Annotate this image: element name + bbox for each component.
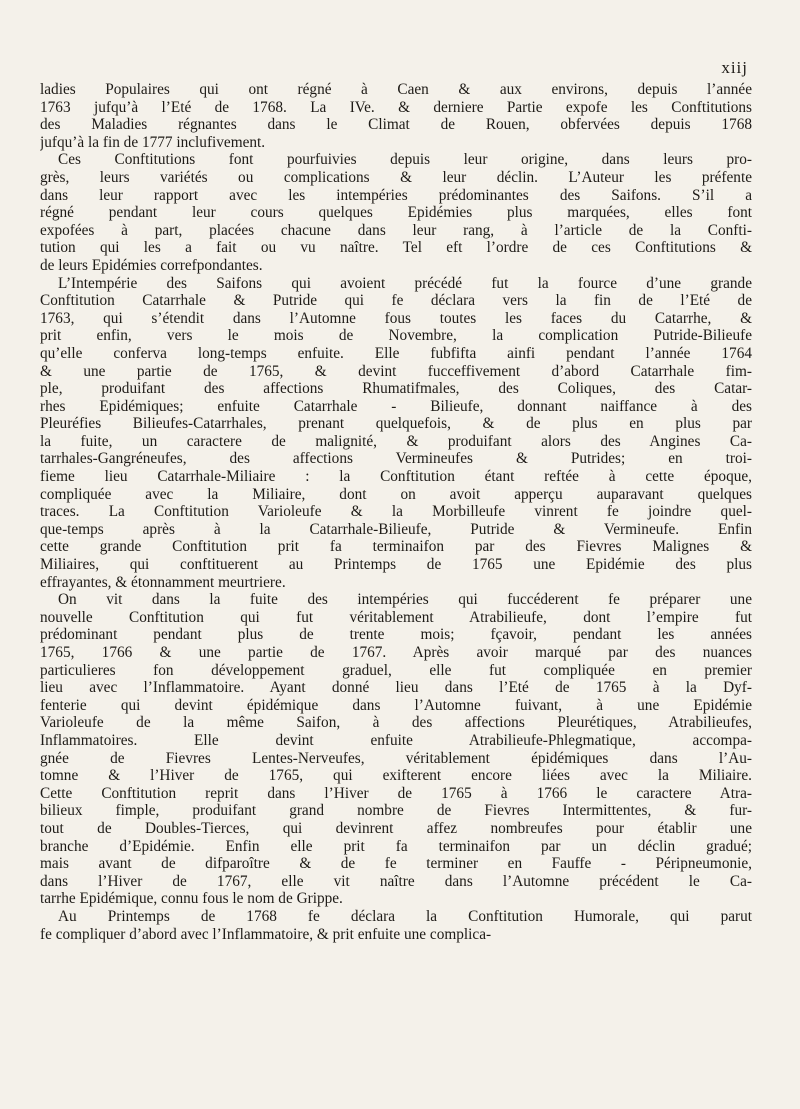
text-line: bilieux fimple, produifant grand nombre de Fievres Intermittentes, & fur- (40, 802, 752, 820)
text-line: cette grande Conftitution prit fa terminaifon par des Fievres Malignes & (40, 538, 752, 556)
paragraph (40, 275, 752, 592)
text-line: Pleuréfies Bilieufes-Catarrhales, prenant quelquefois, & de plus en plus par (40, 415, 752, 433)
text-line: grès, leurs variétés ou complications & leur déclin. L’Auteur les préfente (40, 168, 752, 186)
text-line: tarrhe Epidémique, connu fous le nom de Grippe. (40, 890, 343, 908)
text-line: 1763, qui s’étendit dans l’Automne fous toutes les faces du Catarrhe, & (40, 309, 752, 327)
text-line: jufqu’à la fin de 1777 inclufivement. (40, 133, 266, 151)
text-line: branche d’Epidémie. Enfin elle prit fa terminaifon par un déclin gradué; (40, 837, 752, 855)
text-line: particulieres fon développement graduel, elle fut compliquée en premier (40, 661, 752, 679)
text-line: ladies Populaires qui ont régné à Caen & aux environs, depuis l’année (40, 81, 752, 98)
text-line: prit enfin, vers le mois de Novembre, la complication Putride-Bilieufe (40, 327, 752, 345)
text-line: fe compliquer d’abord avec l’Inflammatoire, & prit enfuite une complica- (40, 925, 492, 943)
text-line: Miliaires, qui conftituerent au Printemps de 1765 une Epidémie des plus (40, 556, 752, 574)
text-line: & une partie de 1765, & devint fucceffivement d’abord Catarrhale fim- (40, 362, 752, 380)
text-line: dans leur rapport avec les intempéries prédominantes des Saifons. S’il a (40, 186, 752, 204)
body-text (40, 81, 752, 943)
text-line: Ces Conftitutions font pourfuivies depuis leur origine, dans leurs pro- (58, 151, 752, 169)
text-line: mais avant de difparoître & de fe terminer en Fauffe - Péripneumonie, (40, 855, 752, 873)
text-line: tution qui les a fait ou vu naître. Tel eft l’ordre de ces Conftitutions & (40, 239, 752, 257)
text-line: traces. La Conftitution Varioleufe & la Morbilleufe vinrent fe joindre quel- (40, 503, 752, 521)
text-line: tarrhales-Gangréneufes, des affections Vermineufes & Putrides; en troi- (40, 450, 752, 468)
paragraph (40, 591, 752, 908)
text-line: fenterie qui devint épidémique dans l’Automne fuivant, à une Epidémie (40, 696, 752, 714)
text-line: Inflammatoires. Elle devint enfuite Atrabilieufe-Phlegmatique, accompa- (40, 731, 752, 749)
text-line: lieu avec l’Inflammatoire. Ayant donné lieu dans l’Eté de 1765 à la Dyf- (40, 679, 752, 697)
text-line: expofées à part, placées chacune dans leur rang, à l’article de la Confti- (40, 221, 752, 239)
text-line: qu’elle conferva long-temps enfuite. Elle fubfifta ainfi pendant l’année 1764 (40, 344, 752, 362)
paragraph (40, 81, 752, 151)
text-line: tomne & l’Hiver de 1765, qui exifterent encore liées avec la Miliaire. (40, 767, 752, 785)
text-line: gnée de Fievres Lentes-Nerveufes, véritablement épidémiques dans l’Au- (40, 749, 752, 767)
text-line: de leurs Epidémies correfpondantes. (40, 256, 263, 274)
text-line: régné pendant leur cours quelques Epidémies plus marquées, elles font (40, 204, 752, 222)
text-line: prédominant pendant plus de trente mois; fçavoir, pendant les années (40, 626, 752, 644)
text-line: compliquée avec la Miliaire, dont on avoit apperçu auparavant quelques (40, 485, 752, 503)
text-line: L’Intempérie des Saifons qui avoient précédé fut la fource d’une grande (58, 274, 752, 292)
text-line: Cette Conftitution reprit dans l’Hiver de 1765 à 1766 le caractere Atra- (40, 784, 752, 802)
paragraph (40, 151, 752, 274)
page-number: xiij (721, 58, 748, 77)
text-line: que-temps après à la Catarrhale-Bilieufe, Putride & Vermineufe. Enfin (40, 520, 752, 538)
text-line: Varioleufe de la même Saifon, à des affections Pleurétiques, Atrabilieufes, (40, 714, 752, 732)
text-line: dans l’Hiver de 1767, elle vit naître dans l’Automne précédent le Ca- (40, 872, 752, 890)
text-line: rhes Epidémiques; enfuite Catarrhale - Bilieufe, donnant naiffance à des (40, 397, 752, 415)
text-line: On vit dans la fuite des intempéries qui fuccéderent fe préparer une (58, 591, 752, 609)
text-line: Conftitution Catarrhale & Putride qui fe déclara vers la fin de l’Eté de (40, 292, 752, 310)
paragraph (40, 908, 752, 943)
text-line: Au Printemps de 1768 fe déclara la Conftitution Humorale, qui parut (58, 907, 752, 925)
text-line: la fuite, un caractere de malignité, & produifant alors des Angines Ca- (40, 432, 752, 450)
text-line: 1763 jufqu’à l’Eté de 1768. La IVe. & derniere Partie expofe les Conftitutions (40, 98, 752, 116)
text-line: nouvelle Conftitution qui fut véritablement Atrabilieufe, dont l’empire fut (40, 608, 752, 626)
text-line: fieme lieu Catarrhale-Miliaire : la Conftitution étant reftée à cette époque, (40, 468, 752, 486)
text-line: des Maladies régnantes dans le Climat de Rouen, obfervées depuis 1768 (40, 116, 752, 134)
text-line: tout de Doubles-Tierces, qui devinrent affez nombreufes pour établir une (40, 819, 752, 837)
text-line: ple, produifant des affections Rhumatifmales, des Coliques, des Catar- (40, 380, 752, 398)
text-line: 1765, 1766 & une partie de 1767. Après avoir marqué par des nuances (40, 644, 752, 661)
text-line: effrayantes, & étonnamment meurtriere. (40, 573, 286, 591)
